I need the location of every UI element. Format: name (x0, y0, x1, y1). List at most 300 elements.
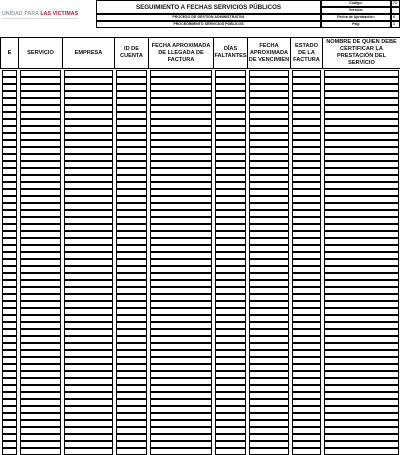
table-cell[interactable] (150, 217, 212, 224)
table-cell[interactable] (20, 399, 61, 406)
table-cell[interactable] (249, 259, 289, 266)
table-cell[interactable] (215, 259, 246, 266)
table-cell[interactable] (292, 357, 321, 364)
table-cell[interactable] (292, 119, 321, 126)
table-cell[interactable] (249, 175, 289, 182)
table-cell[interactable] (2, 420, 17, 427)
table-cell[interactable] (292, 280, 321, 287)
table-cell[interactable] (20, 427, 61, 434)
table-cell[interactable] (116, 252, 147, 259)
table-cell[interactable] (215, 217, 246, 224)
table-cell[interactable] (20, 392, 61, 399)
table-cell[interactable] (2, 441, 17, 448)
table-cell[interactable] (150, 378, 212, 385)
table-cell[interactable] (215, 371, 246, 378)
table-cell[interactable] (150, 70, 212, 77)
table-cell[interactable] (249, 154, 289, 161)
table-cell[interactable] (2, 175, 17, 182)
table-cell[interactable] (249, 434, 289, 441)
table-cell[interactable] (2, 98, 17, 105)
table-cell[interactable] (150, 203, 212, 210)
table-cell[interactable] (324, 357, 399, 364)
table-cell[interactable] (116, 84, 147, 91)
table-cell[interactable] (2, 343, 17, 350)
table-cell[interactable] (150, 224, 212, 231)
table-cell[interactable] (215, 294, 246, 301)
table-cell[interactable] (150, 119, 212, 126)
table-cell[interactable] (64, 273, 113, 280)
table-cell[interactable] (116, 308, 147, 315)
table-cell[interactable] (64, 301, 113, 308)
table-cell[interactable] (116, 175, 147, 182)
table-cell[interactable] (64, 126, 113, 133)
table-cell[interactable] (64, 203, 113, 210)
table-cell[interactable] (20, 322, 61, 329)
table-cell[interactable] (292, 315, 321, 322)
table-cell[interactable] (64, 196, 113, 203)
table-cell[interactable] (324, 385, 399, 392)
table-cell[interactable] (2, 133, 17, 140)
table-cell[interactable] (324, 406, 399, 413)
table-cell[interactable] (150, 308, 212, 315)
table-cell[interactable] (2, 154, 17, 161)
table-cell[interactable] (20, 371, 61, 378)
table-cell[interactable] (64, 77, 113, 84)
table-cell[interactable] (2, 182, 17, 189)
table-cell[interactable] (292, 70, 321, 77)
table-cell[interactable] (150, 301, 212, 308)
table-cell[interactable] (215, 336, 246, 343)
table-cell[interactable] (116, 280, 147, 287)
table-cell[interactable] (249, 420, 289, 427)
table-cell[interactable] (64, 357, 113, 364)
table-cell[interactable] (20, 210, 61, 217)
table-cell[interactable] (64, 399, 113, 406)
table-cell[interactable] (20, 105, 61, 112)
table-cell[interactable] (324, 392, 399, 399)
table-cell[interactable] (20, 140, 61, 147)
table-cell[interactable] (64, 343, 113, 350)
table-cell[interactable] (150, 238, 212, 245)
table-cell[interactable] (150, 210, 212, 217)
table-cell[interactable] (116, 322, 147, 329)
table-cell[interactable] (324, 350, 399, 357)
table-cell[interactable] (292, 105, 321, 112)
table-cell[interactable] (64, 84, 113, 91)
table-cell[interactable] (215, 392, 246, 399)
table-cell[interactable] (64, 350, 113, 357)
table-cell[interactable] (324, 252, 399, 259)
table-cell[interactable] (20, 133, 61, 140)
table-cell[interactable] (215, 210, 246, 217)
table-cell[interactable] (64, 168, 113, 175)
table-cell[interactable] (116, 154, 147, 161)
table-cell[interactable] (150, 434, 212, 441)
table-cell[interactable] (215, 378, 246, 385)
table-cell[interactable] (292, 217, 321, 224)
table-cell[interactable] (20, 238, 61, 245)
table-cell[interactable] (150, 259, 212, 266)
table-cell[interactable] (249, 308, 289, 315)
table-cell[interactable] (324, 112, 399, 119)
table-cell[interactable] (116, 266, 147, 273)
table-cell[interactable] (2, 84, 17, 91)
table-cell[interactable] (249, 280, 289, 287)
table-cell[interactable] (2, 147, 17, 154)
table-cell[interactable] (64, 294, 113, 301)
table-cell[interactable] (64, 315, 113, 322)
table-cell[interactable] (20, 434, 61, 441)
table-cell[interactable] (116, 364, 147, 371)
table-cell[interactable] (150, 357, 212, 364)
table-cell[interactable] (324, 441, 399, 448)
table-cell[interactable] (249, 77, 289, 84)
table-cell[interactable] (292, 350, 321, 357)
table-cell[interactable] (20, 266, 61, 273)
table-cell[interactable] (20, 406, 61, 413)
table-cell[interactable] (116, 371, 147, 378)
table-cell[interactable] (20, 182, 61, 189)
table-cell[interactable] (324, 287, 399, 294)
table-cell[interactable] (292, 413, 321, 420)
table-cell[interactable] (249, 70, 289, 77)
table-cell[interactable] (2, 434, 17, 441)
table-cell[interactable] (292, 175, 321, 182)
table-cell[interactable] (249, 336, 289, 343)
table-cell[interactable] (324, 259, 399, 266)
table-cell[interactable] (20, 336, 61, 343)
table-cell[interactable] (116, 336, 147, 343)
table-cell[interactable] (20, 294, 61, 301)
table-cell[interactable] (20, 168, 61, 175)
table-cell[interactable] (215, 273, 246, 280)
table-cell[interactable] (215, 329, 246, 336)
table-cell[interactable] (292, 364, 321, 371)
table-cell[interactable] (64, 434, 113, 441)
table-cell[interactable] (324, 147, 399, 154)
table-cell[interactable] (20, 413, 61, 420)
table-cell[interactable] (64, 147, 113, 154)
table-cell[interactable] (249, 189, 289, 196)
table-cell[interactable] (292, 322, 321, 329)
table-cell[interactable] (20, 259, 61, 266)
table-cell[interactable] (292, 161, 321, 168)
table-cell[interactable] (150, 245, 212, 252)
table-cell[interactable] (292, 301, 321, 308)
table-cell[interactable] (116, 119, 147, 126)
table-cell[interactable] (64, 245, 113, 252)
table-cell[interactable] (215, 357, 246, 364)
table-cell[interactable] (2, 287, 17, 294)
table-cell[interactable] (215, 147, 246, 154)
table-cell[interactable] (2, 273, 17, 280)
table-cell[interactable] (20, 245, 61, 252)
table-cell[interactable] (292, 203, 321, 210)
table-cell[interactable] (249, 217, 289, 224)
table-cell[interactable] (215, 301, 246, 308)
table-cell[interactable] (215, 364, 246, 371)
table-cell[interactable] (249, 98, 289, 105)
table-cell[interactable] (150, 182, 212, 189)
table-cell[interactable] (249, 161, 289, 168)
table-cell[interactable] (249, 273, 289, 280)
table-cell[interactable] (249, 182, 289, 189)
table-cell[interactable] (292, 343, 321, 350)
table-cell[interactable] (324, 203, 399, 210)
table-cell[interactable] (292, 224, 321, 231)
table-cell[interactable] (20, 196, 61, 203)
table-cell[interactable] (20, 441, 61, 448)
table-cell[interactable] (2, 364, 17, 371)
table-cell[interactable] (64, 231, 113, 238)
table-cell[interactable] (215, 126, 246, 133)
table-cell[interactable] (150, 154, 212, 161)
table-cell[interactable] (249, 406, 289, 413)
table-cell[interactable] (249, 322, 289, 329)
table-cell[interactable] (324, 399, 399, 406)
table-cell[interactable] (215, 308, 246, 315)
table-cell[interactable] (324, 434, 399, 441)
table-cell[interactable] (215, 91, 246, 98)
table-cell[interactable] (64, 182, 113, 189)
table-cell[interactable] (249, 371, 289, 378)
table-cell[interactable] (150, 196, 212, 203)
table-cell[interactable] (20, 175, 61, 182)
table-cell[interactable] (249, 329, 289, 336)
table-cell[interactable] (2, 119, 17, 126)
table-cell[interactable] (64, 287, 113, 294)
table-cell[interactable] (292, 399, 321, 406)
table-cell[interactable] (2, 70, 17, 77)
table-cell[interactable] (249, 350, 289, 357)
table-cell[interactable] (2, 196, 17, 203)
table-cell[interactable] (20, 217, 61, 224)
table-cell[interactable] (2, 252, 17, 259)
table-cell[interactable] (215, 434, 246, 441)
table-cell[interactable] (324, 231, 399, 238)
table-cell[interactable] (64, 406, 113, 413)
table-cell[interactable] (64, 105, 113, 112)
table-cell[interactable] (64, 175, 113, 182)
table-cell[interactable] (116, 301, 147, 308)
table-cell[interactable] (2, 140, 17, 147)
table-cell[interactable] (292, 182, 321, 189)
table-cell[interactable] (324, 448, 399, 455)
table-cell[interactable] (324, 273, 399, 280)
table-cell[interactable] (292, 196, 321, 203)
table-cell[interactable] (116, 399, 147, 406)
table-cell[interactable] (150, 252, 212, 259)
table-cell[interactable] (292, 308, 321, 315)
table-cell[interactable] (150, 420, 212, 427)
table-cell[interactable] (150, 287, 212, 294)
table-cell[interactable] (2, 357, 17, 364)
table-cell[interactable] (215, 448, 246, 455)
table-cell[interactable] (20, 189, 61, 196)
table-cell[interactable] (64, 224, 113, 231)
table-cell[interactable] (292, 98, 321, 105)
table-cell[interactable] (150, 91, 212, 98)
table-cell[interactable] (215, 175, 246, 182)
table-cell[interactable] (215, 315, 246, 322)
table-cell[interactable] (292, 259, 321, 266)
table-cell[interactable] (2, 315, 17, 322)
table-cell[interactable] (292, 329, 321, 336)
table-cell[interactable] (249, 399, 289, 406)
table-cell[interactable] (324, 308, 399, 315)
table-cell[interactable] (116, 196, 147, 203)
table-cell[interactable] (116, 231, 147, 238)
table-cell[interactable] (116, 147, 147, 154)
table-cell[interactable] (20, 203, 61, 210)
table-cell[interactable] (20, 308, 61, 315)
table-cell[interactable] (20, 91, 61, 98)
table-cell[interactable] (20, 126, 61, 133)
table-cell[interactable] (2, 336, 17, 343)
table-cell[interactable] (324, 98, 399, 105)
table-cell[interactable] (2, 294, 17, 301)
table-cell[interactable] (324, 322, 399, 329)
table-cell[interactable] (150, 84, 212, 91)
table-cell[interactable] (20, 448, 61, 455)
table-cell[interactable] (324, 224, 399, 231)
table-cell[interactable] (324, 196, 399, 203)
table-cell[interactable] (20, 357, 61, 364)
table-cell[interactable] (324, 371, 399, 378)
table-cell[interactable] (150, 189, 212, 196)
table-cell[interactable] (324, 126, 399, 133)
table-cell[interactable] (2, 448, 17, 455)
table-cell[interactable] (324, 168, 399, 175)
table-cell[interactable] (215, 385, 246, 392)
table-cell[interactable] (249, 133, 289, 140)
table-cell[interactable] (2, 427, 17, 434)
table-cell[interactable] (116, 238, 147, 245)
table-cell[interactable] (292, 448, 321, 455)
table-cell[interactable] (2, 350, 17, 357)
table-cell[interactable] (292, 210, 321, 217)
table-cell[interactable] (116, 161, 147, 168)
table-cell[interactable] (215, 427, 246, 434)
table-cell[interactable] (150, 371, 212, 378)
table-cell[interactable] (215, 350, 246, 357)
table-cell[interactable] (249, 105, 289, 112)
table-cell[interactable] (249, 224, 289, 231)
table-cell[interactable] (292, 420, 321, 427)
table-cell[interactable] (215, 168, 246, 175)
table-cell[interactable] (64, 441, 113, 448)
table-cell[interactable] (20, 343, 61, 350)
table-cell[interactable] (150, 441, 212, 448)
table-cell[interactable] (64, 98, 113, 105)
table-cell[interactable] (324, 210, 399, 217)
table-cell[interactable] (215, 112, 246, 119)
table-cell[interactable] (249, 196, 289, 203)
table-cell[interactable] (215, 280, 246, 287)
table-cell[interactable] (64, 217, 113, 224)
table-cell[interactable] (2, 189, 17, 196)
table-cell[interactable] (2, 385, 17, 392)
table-cell[interactable] (116, 420, 147, 427)
table-cell[interactable] (292, 238, 321, 245)
table-cell[interactable] (215, 189, 246, 196)
table-cell[interactable] (150, 266, 212, 273)
table-cell[interactable] (116, 259, 147, 266)
table-cell[interactable] (64, 280, 113, 287)
table-cell[interactable] (249, 343, 289, 350)
table-cell[interactable] (292, 126, 321, 133)
table-cell[interactable] (324, 133, 399, 140)
table-cell[interactable] (249, 357, 289, 364)
table-cell[interactable] (20, 77, 61, 84)
table-cell[interactable] (64, 308, 113, 315)
table-cell[interactable] (20, 301, 61, 308)
table-cell[interactable] (116, 427, 147, 434)
table-cell[interactable] (2, 238, 17, 245)
table-cell[interactable] (324, 217, 399, 224)
table-cell[interactable] (324, 154, 399, 161)
table-cell[interactable] (150, 364, 212, 371)
table-cell[interactable] (249, 84, 289, 91)
table-cell[interactable] (116, 392, 147, 399)
table-cell[interactable] (249, 203, 289, 210)
table-cell[interactable] (324, 119, 399, 126)
table-cell[interactable] (116, 434, 147, 441)
table-cell[interactable] (249, 231, 289, 238)
table-cell[interactable] (215, 343, 246, 350)
table-cell[interactable] (292, 189, 321, 196)
table-cell[interactable] (324, 329, 399, 336)
table-cell[interactable] (324, 294, 399, 301)
table-cell[interactable] (215, 140, 246, 147)
table-cell[interactable] (324, 266, 399, 273)
table-cell[interactable] (249, 126, 289, 133)
table-cell[interactable] (292, 154, 321, 161)
table-cell[interactable] (292, 287, 321, 294)
table-cell[interactable] (249, 413, 289, 420)
table-cell[interactable] (64, 364, 113, 371)
table-cell[interactable] (116, 98, 147, 105)
table-cell[interactable] (215, 84, 246, 91)
table-cell[interactable] (2, 126, 17, 133)
table-cell[interactable] (292, 147, 321, 154)
table-cell[interactable] (150, 329, 212, 336)
table-cell[interactable] (2, 308, 17, 315)
table-cell[interactable] (324, 343, 399, 350)
table-cell[interactable] (249, 168, 289, 175)
table-cell[interactable] (249, 252, 289, 259)
table-cell[interactable] (150, 336, 212, 343)
table-cell[interactable] (116, 287, 147, 294)
table-cell[interactable] (150, 392, 212, 399)
table-cell[interactable] (116, 168, 147, 175)
table-cell[interactable] (64, 371, 113, 378)
table-cell[interactable] (215, 70, 246, 77)
table-cell[interactable] (64, 420, 113, 427)
table-cell[interactable] (150, 133, 212, 140)
table-cell[interactable] (116, 77, 147, 84)
table-cell[interactable] (324, 105, 399, 112)
table-cell[interactable] (249, 140, 289, 147)
table-cell[interactable] (20, 252, 61, 259)
table-cell[interactable] (20, 364, 61, 371)
table-cell[interactable] (324, 140, 399, 147)
table-cell[interactable] (249, 441, 289, 448)
table-cell[interactable] (116, 210, 147, 217)
table-cell[interactable] (215, 77, 246, 84)
table-cell[interactable] (116, 217, 147, 224)
table-cell[interactable] (2, 371, 17, 378)
